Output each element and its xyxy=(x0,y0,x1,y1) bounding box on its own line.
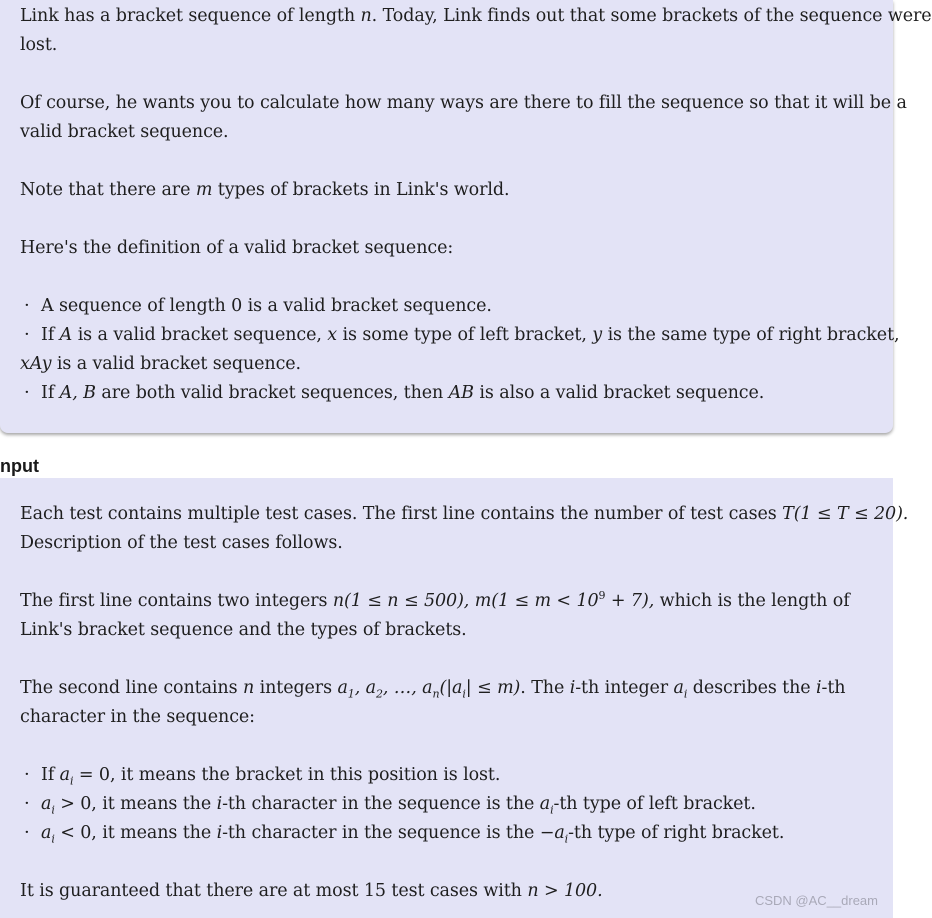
math-a: a xyxy=(422,678,433,698)
math-i: i xyxy=(569,678,576,698)
bullet-dot: · xyxy=(24,382,30,403)
math-T: T xyxy=(782,504,794,524)
math-a: a xyxy=(59,765,71,785)
statement-line-5 xyxy=(20,179,509,201)
math-a: a xyxy=(673,678,684,698)
math-zero: 0 xyxy=(231,296,243,316)
text: it means the xyxy=(102,823,212,843)
math-T-range: (1 ≤ T ≤ 20). xyxy=(793,504,909,524)
input-line-6 xyxy=(20,706,255,728)
text: The first line contains two integers xyxy=(20,591,328,611)
bullet-dot: · xyxy=(24,793,30,814)
text: is the same type of right bracket, xyxy=(607,325,900,345)
math-ai: $a_i$ xyxy=(41,823,55,846)
problem-statement-card xyxy=(0,0,932,433)
text: Here's the definition of a valid bracket sequence: xyxy=(20,238,454,258)
bullet-dot: · xyxy=(24,822,30,843)
math-a: a xyxy=(554,823,565,843)
case-item-3 xyxy=(41,822,784,844)
math-minus: − xyxy=(539,823,555,843)
math-ai: $a_i$ xyxy=(539,794,554,817)
text: A sequence of length xyxy=(41,296,226,316)
watermark: CSDN @AC__dream xyxy=(754,893,878,908)
math-x: x xyxy=(327,325,338,345)
math-neg-ai: $-a_i$ xyxy=(539,823,569,846)
input-line-4 xyxy=(20,619,467,641)
input-line-1 xyxy=(20,503,908,525)
text: it means the bracket in this position is lost. xyxy=(120,765,501,785)
math-sequence: $a_1$, $a_2$, …, $a_n(|a_i| \le m)$ xyxy=(337,678,521,701)
math-n: n xyxy=(360,6,372,26)
input-line-7 xyxy=(20,880,603,902)
math-i: i xyxy=(816,678,822,698)
input-section-card xyxy=(0,478,909,918)
statement-line-3 xyxy=(20,92,907,114)
text: Of course, he wants you to calculate how many ways are there to fill the sequence so that it will be a xyxy=(20,93,907,113)
text: Link's bracket sequence and the types of brackets. xyxy=(20,620,467,640)
text: Note that there are xyxy=(20,180,191,200)
text: -th type of right bracket. xyxy=(568,823,785,843)
case-item-1 xyxy=(41,764,500,786)
text: valid bracket sequence. xyxy=(20,122,229,142)
math-n: n xyxy=(242,678,255,698)
math-A-B: A, B xyxy=(59,383,96,403)
definition-item-1 xyxy=(41,295,492,317)
text: is a valid bracket sequence. xyxy=(247,296,492,316)
text: are both valid bracket sequences, then xyxy=(101,383,444,403)
statement-line-6 xyxy=(20,237,453,259)
text: -th integer xyxy=(575,678,669,698)
math-i: i xyxy=(216,823,223,843)
math-exponent: 9 xyxy=(598,589,606,603)
math-a: a xyxy=(452,678,463,698)
math-ai: $a_i$ xyxy=(41,794,55,817)
text: Each test contains multiple test cases. The first line contains the number of test cases xyxy=(20,504,777,524)
text: it means the xyxy=(102,794,212,814)
statement-line-4 xyxy=(20,121,229,143)
math-a: a xyxy=(539,794,551,814)
text: If xyxy=(41,383,55,403)
math-gt-zero: > 0, xyxy=(54,794,97,814)
text: It is guaranteed that there are at most 15 test cases with xyxy=(20,881,522,901)
text: . Today, Link finds out that some brackets of the sequence were xyxy=(371,6,932,26)
definition-item-2 xyxy=(41,324,899,346)
text: If xyxy=(41,325,55,345)
math-n-gt-100: n > 100. xyxy=(527,881,603,901)
text: If xyxy=(41,765,55,785)
case-item-2 xyxy=(41,793,756,815)
math-y: y xyxy=(592,325,603,345)
text: which is the length of xyxy=(659,591,850,611)
bullet-dot: · xyxy=(24,764,30,785)
math-ai: $a_i$ xyxy=(59,765,74,788)
math-xAy: xAy xyxy=(20,354,52,374)
text: Link has a bracket sequence of length xyxy=(20,6,356,26)
text: character in the sequence: xyxy=(20,707,255,727)
text: integers xyxy=(259,678,332,698)
math-n-m-range: n(1 ≤ n ≤ 500), m(1 ≤ m < 10 xyxy=(332,591,599,611)
math-a: a xyxy=(41,794,52,814)
text: is also a valid bracket sequence. xyxy=(479,383,765,403)
math-lt-zero: < 0, xyxy=(54,823,97,843)
math-a: a xyxy=(41,823,52,843)
math-eq-zero: = 0, xyxy=(73,765,116,785)
text: Description of the test cases follows. xyxy=(20,533,343,553)
text: types of brackets in Link's world. xyxy=(217,180,510,200)
math-AB: AB xyxy=(448,383,474,403)
text: lost. xyxy=(20,35,58,55)
text: describes the xyxy=(692,678,811,698)
math-A: A xyxy=(59,325,73,345)
math-a: a xyxy=(337,678,348,698)
math-ai: $a_i$ xyxy=(673,678,688,701)
math-a: a xyxy=(365,678,376,698)
input-line-5 xyxy=(20,677,845,699)
bullet-dot: · xyxy=(24,324,30,345)
definition-item-3 xyxy=(41,382,764,404)
math-tail: + 7), xyxy=(605,591,655,611)
input-line-2 xyxy=(20,532,343,554)
math-m: m xyxy=(195,180,213,200)
text: . The xyxy=(520,678,565,698)
text: The second line contains xyxy=(20,678,238,698)
text: -th character in the sequence is the xyxy=(222,794,535,814)
input-section-heading: nput xyxy=(0,456,39,476)
statement-line-1 xyxy=(20,5,932,27)
text: is some type of left bracket, xyxy=(342,325,587,345)
bullet-dot: · xyxy=(24,295,30,316)
input-line-3 xyxy=(20,590,850,612)
text: -th character in the sequence is the xyxy=(222,823,535,843)
math-i: i xyxy=(216,794,223,814)
text: is a valid bracket sequence. xyxy=(56,354,301,374)
definition-item-2-cont xyxy=(20,353,301,375)
statement-line-2 xyxy=(20,34,57,56)
text: -th type of left bracket. xyxy=(553,794,756,814)
text: -th xyxy=(821,678,846,698)
text: is a valid bracket sequence, xyxy=(77,325,322,345)
